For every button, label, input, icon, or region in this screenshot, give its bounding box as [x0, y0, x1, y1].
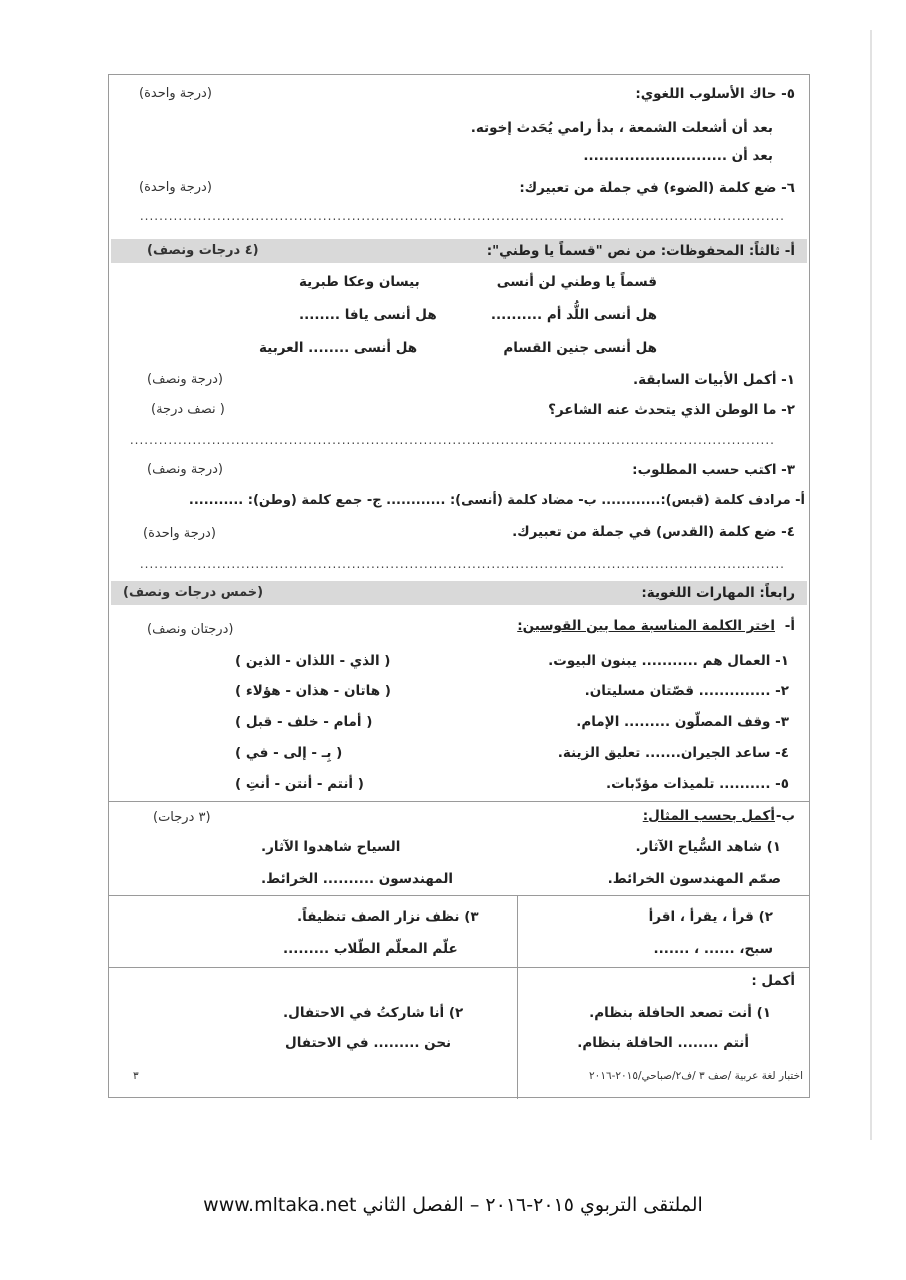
q6-title: ٦- ضع كلمة (الضوء) في جملة من تعبيرك: [519, 180, 795, 196]
divider-complete [109, 967, 809, 968]
part-b-ex2-example: ٢) قرأ ، يقرأ ، اقرأ [648, 909, 773, 925]
section3-mark: (٤ درجات ونصف) [147, 243, 259, 258]
complete-ex1-answer: أنتم ........ الحافلة بنظام. [577, 1035, 749, 1051]
part-a-item-4: ٤- ساعد الجيران....... تعليق الزينة. [557, 745, 789, 761]
part-b-ex1-example: السياح شاهدوا الآثار. [261, 839, 401, 855]
part-a-item-1-options: ( الذي - اللذان - الذين ) [235, 653, 391, 669]
page-edge [870, 30, 872, 1140]
part-a-title: اختر الكلمة المناسبة مما بين القوسين: [517, 618, 775, 634]
part-b-mark: (٣ درجات) [153, 810, 211, 825]
part-a-label: أ- [784, 618, 795, 634]
section4-header: رابعاً: المهارات اللغوية: [641, 585, 795, 601]
complete-ex2-sentence: ٢) أنا شاركتُ في الاحتفال. [283, 1005, 464, 1021]
part-a-mark: (درجتان ونصف) [147, 622, 234, 637]
s3-q4: ٤- ضع كلمة (القدس) في جملة من تعبيرك. [512, 524, 795, 540]
exam-sheet [108, 74, 810, 1098]
s3-q1: ١- أكمل الأبيات السابقة. [632, 372, 795, 388]
q5-title: ٥- حاك الأسلوب اللغوي: [635, 86, 795, 102]
page-number: ٣ [133, 1070, 139, 1082]
s3-q4-answer-line: ...................................................................................................................................... [139, 557, 785, 571]
s3-q1-mark: (درجة ونصف) [147, 372, 223, 387]
part-a-item-3: ٣- وقف المصلّون ......... الإمام. [576, 714, 789, 730]
s3-q2: ٢- ما الوطن الذي يتحدث عنه الشاعر؟ [548, 402, 795, 418]
verse-1-right: قسماً يا وطني لن أنسى [496, 274, 657, 290]
divider-part-b [109, 801, 809, 802]
verse-3-right: هل أنسى جنين القسام [503, 340, 657, 356]
vertical-divider [517, 895, 518, 1099]
site-footer: الملتقى التربوي ٢٠١٥-٢٠١٦ – الفصل الثاني www.mltaka.net [203, 1194, 703, 1216]
verse-1-left: بيسان وعكا طبرية [299, 274, 420, 290]
s3-q4-mark: (درجة واحدة) [143, 526, 216, 541]
part-a-item-1: ١- العمال هم ........... يبنون البيوت. [548, 653, 789, 669]
verse-2-left: هل أنسى يافا ........ [299, 307, 437, 323]
part-b-ex3-answer: علّم المعلّم الطّلاب ......... [283, 941, 458, 957]
q5-line1: بعد أن أشعلت الشمعة ، بدأ رامي يُحَدث إخوته. [470, 120, 773, 136]
complete-ex2-answer: نحن ......... في الاحتفال [285, 1035, 452, 1051]
q6-answer-line: ...................................................................................................................................... [139, 209, 785, 223]
q5-mark: (درجة واحدة) [139, 86, 212, 101]
complete-ex1-sentence: ١) أنت تصعد الحافلة بنظام. [589, 1005, 771, 1021]
part-a-item-5: ٥- .......... تلميذات مؤدّبات. [606, 776, 789, 792]
verse-2-right: هل أنسى اللُّد أم .......... [490, 307, 657, 323]
part-b-ex1-sentence: ١) شاهد السُّياح الآثار. [635, 839, 781, 855]
part-a-item-2-options: ( هاتان - هذان - هؤلاء ) [235, 683, 391, 699]
complete-title: أكمل : [751, 973, 795, 989]
s3-q2-mark: ( نصف درجة) [151, 402, 225, 417]
q5-line2: بعد أن ............................ [583, 148, 773, 164]
s3-q3-line: أ- مرادف كلمة (قبس):............ ب- مضاد كلمة (أنسى): ............ ج- جمع كلمة (وطن): ........... [188, 493, 805, 508]
part-a-item-4-options: ( بِـ - إلى - في ) [235, 745, 343, 761]
s3-q3-mark: (درجة ونصف) [147, 462, 223, 477]
part-b-title: أكمل بحسب المثال: [642, 808, 775, 824]
part-b-ex1-answer: المهندسون .......... الخرائط. [261, 871, 454, 887]
part-a-item-5-options: ( أنتم - أنتن - أنتِ ) [235, 776, 364, 792]
divider-part-b-boxes [109, 895, 809, 896]
part-b-ex3-sentence: ٣) نظف نزار الصف تنظيفاً. [297, 909, 479, 925]
verse-3-left: هل أنسى ........ العربية [259, 340, 418, 356]
exam-footer-text: اختبار لغة عربية /صف ٣ /ف٢/صباحي/٢٠١٥-٢٠١٦ [589, 1070, 803, 1082]
part-a-item-3-options: ( أمام - خلف - قبل ) [235, 714, 373, 730]
section3-header: أ- ثالثاً: المحفوظات: من نص "قسماً يا وطني": [486, 243, 795, 259]
part-a-item-2: ٢- .............. قصّتان مسليتان. [584, 683, 789, 699]
s3-q3: ٣- اكتب حسب المطلوب: [632, 462, 795, 478]
section4-mark: (خمس درجات ونصف) [123, 585, 264, 600]
part-b-ex1-question: صمّم المهندسون الخرائط. [607, 871, 781, 887]
q6-mark: (درجة واحدة) [139, 180, 212, 195]
part-b-ex2-answer: سبح، ...... ، ....... [653, 941, 773, 957]
part-b-label: ب- [775, 808, 795, 824]
s3-q2-answer-line: ...................................................................................................................................... [129, 433, 775, 447]
